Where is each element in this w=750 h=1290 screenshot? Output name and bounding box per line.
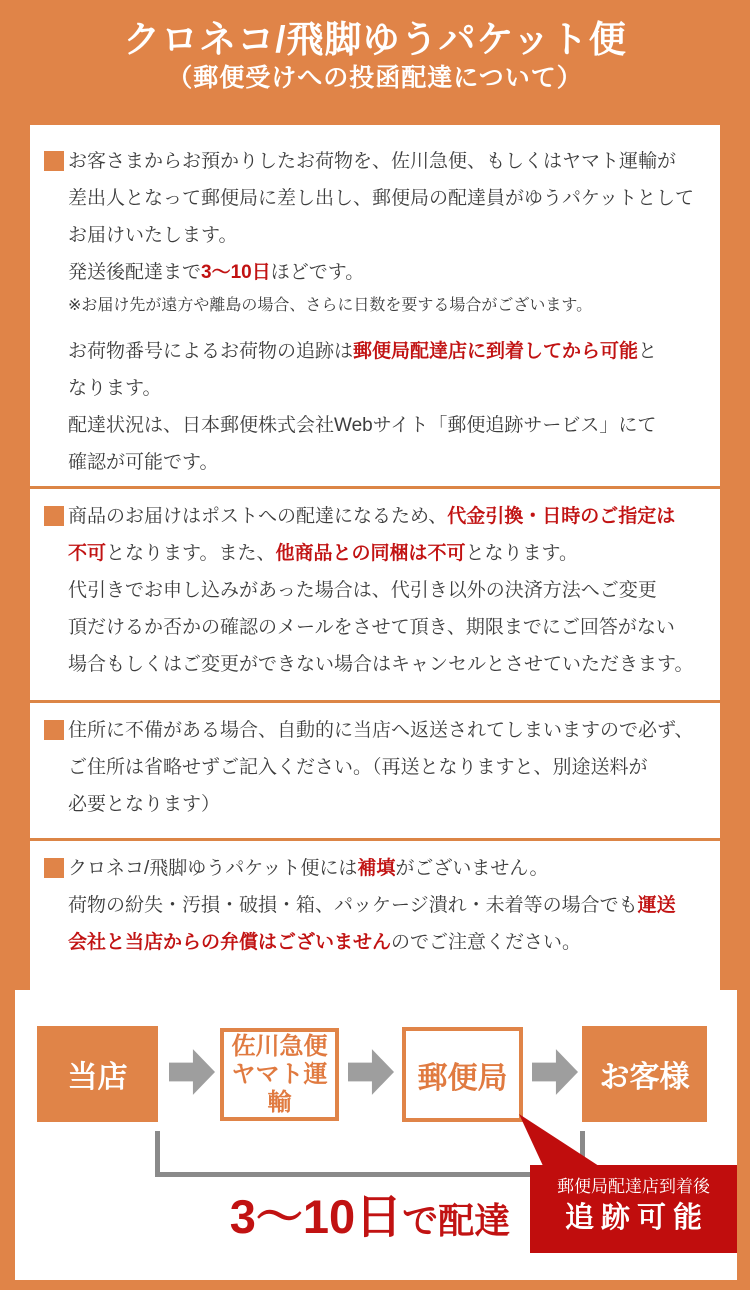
divider — [30, 838, 720, 841]
section-delivery-overview — [44, 143, 720, 481]
tracking-badge — [530, 1165, 737, 1253]
flow-box-post-office-label: 郵便局 — [417, 1061, 508, 1095]
flow-box-customer — [582, 1026, 707, 1122]
text-line: 会社と当店からの弁償はございませんのでご注意ください。 — [68, 932, 582, 953]
text-line: お届けいたします。 — [68, 225, 238, 246]
section-no-compensation — [44, 850, 720, 961]
badge-pointer-icon — [514, 1112, 606, 1170]
divider — [30, 700, 720, 703]
text-line: ※お届け先が遠方や離島の場合、さらに日数を要する場合がございます。 — [68, 297, 593, 314]
text-line: 頂だけるか否かの確認のメールをさせて頂き、期限までにご回答がない — [68, 617, 675, 638]
divider — [30, 486, 720, 489]
bullet-square-icon — [44, 720, 64, 740]
delivery-duration-days: 3〜10日 — [229, 1190, 403, 1243]
tracking-badge-subtext: 郵便局配達店到着後 — [557, 1177, 710, 1196]
bullet-square-icon — [44, 151, 64, 171]
flow-box-customer-label: お客様 — [599, 1061, 690, 1094]
flow-box-carrier-label-2: ヤマト運輸 — [231, 1060, 328, 1116]
section-address-warning — [44, 712, 720, 823]
flow-box-carriers — [220, 1028, 339, 1121]
text-line: 商品のお届けはポストへの配達になるため、代金引換・日時のご指定は — [68, 506, 676, 527]
text-line: クロネコ/飛脚ゆうパケット便には補填がございません。 — [68, 858, 549, 879]
flow-box-shop-label: 当店 — [67, 1061, 128, 1094]
section-post-delivery-restrictions — [44, 498, 720, 683]
bullet-square-icon — [44, 858, 64, 878]
text-line: 住所に不備がある場合、自動的に当店へ返送されてしまいますので必ず、 — [68, 720, 694, 741]
delivery-duration-suffix: で配達 — [402, 1200, 511, 1241]
page-header — [0, 0, 750, 95]
page-subtitle: （郵便受けへの投函配達について） — [167, 64, 583, 92]
text-line: 不可となります。また、他商品との同梱は不可となります。 — [68, 543, 578, 564]
text-line: 発送後配達まで3〜10日ほどです。 — [68, 262, 365, 283]
flow-box-post-office — [402, 1027, 523, 1122]
flow-box-carrier-label-1: 佐川急便 — [231, 1032, 328, 1060]
text-line: なります。 — [68, 378, 162, 399]
text-line: 必要となります） — [68, 794, 221, 815]
tracking-badge-title: 追跡可能 — [564, 1202, 709, 1234]
bracket-left — [155, 1131, 160, 1177]
text-line: 差出人となって郵便局に差し出し、郵便局の配達員がゆうパケットとして — [68, 188, 695, 209]
page-title: クロネコ/飛脚ゆうパケット便 — [123, 19, 627, 60]
bullet-square-icon — [44, 506, 64, 526]
text-line: 代引きでお申し込みがあった場合は、代引き以外の決済方法へご変更 — [68, 580, 657, 601]
text-line: ご住所は省略せずご記入ください。（再送となりますと、別途送料が — [68, 757, 648, 778]
flow-box-shop — [37, 1026, 158, 1122]
text-line: 配達状況は、日本郵便株式会社Webサイト「郵便追跡サービス」にて — [68, 415, 657, 436]
text-line: お客さまからお預かりしたお荷物を、佐川急便、もしくはヤマト運輸が — [68, 151, 677, 172]
text-line: お荷物番号によるお荷物の追跡は郵便局配達店に到着してから可能と — [68, 341, 658, 362]
delivery-duration-text — [150, 1180, 590, 1247]
text-line: 荷物の紛失・汚損・破損・箱、パッケージ潰れ・未着等の場合でも運送 — [68, 895, 676, 916]
bracket-horizontal — [155, 1172, 585, 1177]
text-line: 確認が可能です。 — [68, 452, 219, 473]
text-line: 場合もしくはご変更ができない場合はキャンセルとさせていただきます。 — [68, 654, 694, 675]
